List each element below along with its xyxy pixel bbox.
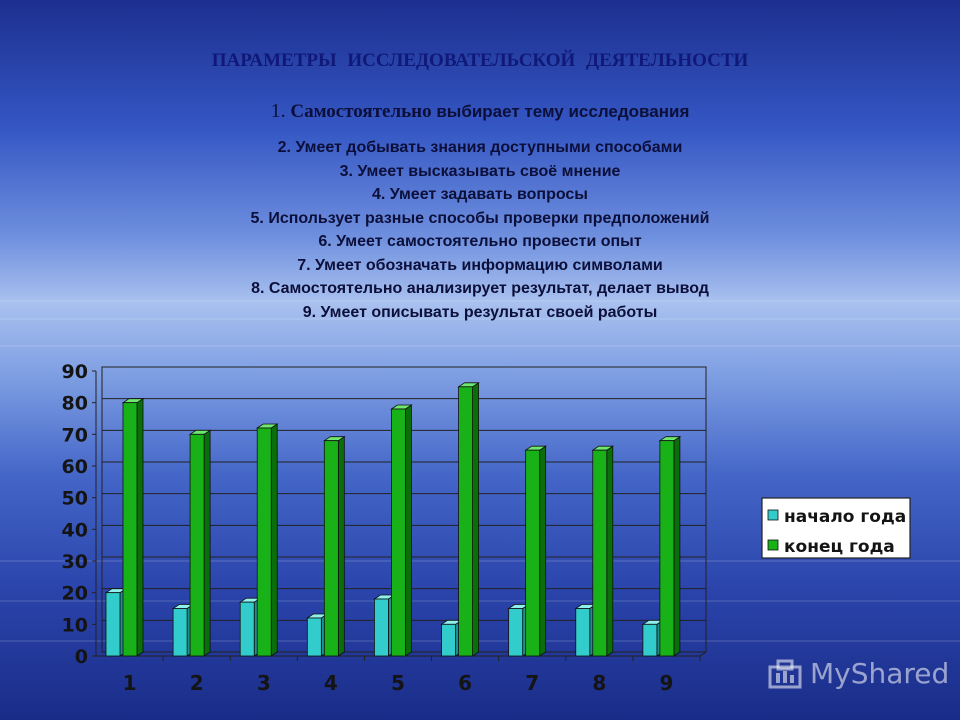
bar: [526, 450, 540, 656]
watermark: [768, 655, 948, 695]
item-number: 1.: [270, 100, 286, 122]
bar: [442, 624, 456, 656]
parameter-item: 7. Умеет обозначать информацию символами: [297, 256, 663, 274]
bar: [190, 434, 204, 656]
bar: [391, 409, 405, 656]
parameter-item: 2. Умеет добывать знания доступными способами: [277, 139, 683, 156]
parameter-item: 3. Умеет высказывать своё мнение: [339, 162, 621, 180]
bar-side: [338, 437, 344, 656]
parameter-item: 5. Использует разные способы проверки предположений: [250, 209, 710, 227]
bar-side: [473, 383, 479, 656]
bar: [257, 428, 271, 656]
x-tick-label: 2: [189, 671, 204, 695]
x-tick-label: 7: [525, 671, 540, 695]
parameter-item: 9. Умеет описывать результат своей работы: [302, 303, 658, 321]
y-tick-label: 50: [61, 487, 88, 510]
y-tick-label: 30: [61, 551, 88, 573]
x-tick-label: 1: [122, 671, 137, 695]
y-tick-label: 90: [61, 361, 88, 383]
bar: [324, 441, 338, 656]
x-tick-label: 4: [323, 671, 338, 695]
bar-side: [271, 424, 277, 656]
item-text: выбирает тему исследования: [436, 102, 690, 121]
parameter-item: 4. Умеет задавать вопросы: [372, 186, 588, 203]
legend-swatch: [768, 540, 778, 550]
bar-side: [204, 430, 210, 656]
bar: [643, 624, 657, 656]
bar-side: [405, 405, 411, 656]
bar-side: [540, 446, 546, 656]
y-tick-label: 80: [61, 392, 88, 415]
item-word: Самостоятельно: [290, 101, 432, 122]
bar-side: [674, 437, 680, 656]
bar: [374, 599, 388, 656]
bar-side: [607, 446, 613, 656]
bar: [123, 403, 137, 656]
watermark-text: MyShared: [810, 657, 950, 690]
bar: [307, 618, 321, 656]
y-tick-label: 70: [61, 424, 88, 447]
bar: [576, 609, 590, 657]
x-tick-label: 5: [391, 671, 405, 695]
bar: [106, 593, 120, 656]
bar: [173, 609, 187, 657]
x-tick-label: 8: [592, 671, 607, 695]
parameter-item: 8. Самостоятельно анализирует результат, делает вывод: [251, 280, 709, 297]
bar-side: [137, 399, 143, 656]
legend-label: начало года: [784, 507, 907, 527]
y-tick-label: 20: [61, 582, 88, 605]
y-tick-label: 0: [74, 646, 88, 668]
y-tick-label: 10: [61, 614, 88, 637]
bar: [593, 450, 607, 656]
bar: [509, 609, 523, 657]
legend-label: конец года: [784, 537, 895, 557]
parameter-item: 6. Умеет самостоятельно провести опыт: [318, 233, 642, 250]
x-tick-label: 9: [659, 671, 674, 695]
x-tick-label: 3: [256, 671, 271, 695]
legend-swatch: [768, 510, 778, 520]
y-tick-label: 40: [61, 519, 88, 542]
floor-edge: [700, 652, 706, 656]
bar: [660, 441, 674, 656]
bar: [240, 602, 254, 656]
x-tick-label: 6: [458, 671, 473, 695]
mystudy-logo-icon: [768, 659, 802, 689]
bar: [459, 387, 473, 656]
y-tick-label: 60: [61, 456, 88, 478]
page-title: ПАРАМЕТРЫ ИССЛЕДОВАТЕЛЬСКОЙ ДЕЯТЕЛЬНОСТИ: [211, 50, 749, 71]
